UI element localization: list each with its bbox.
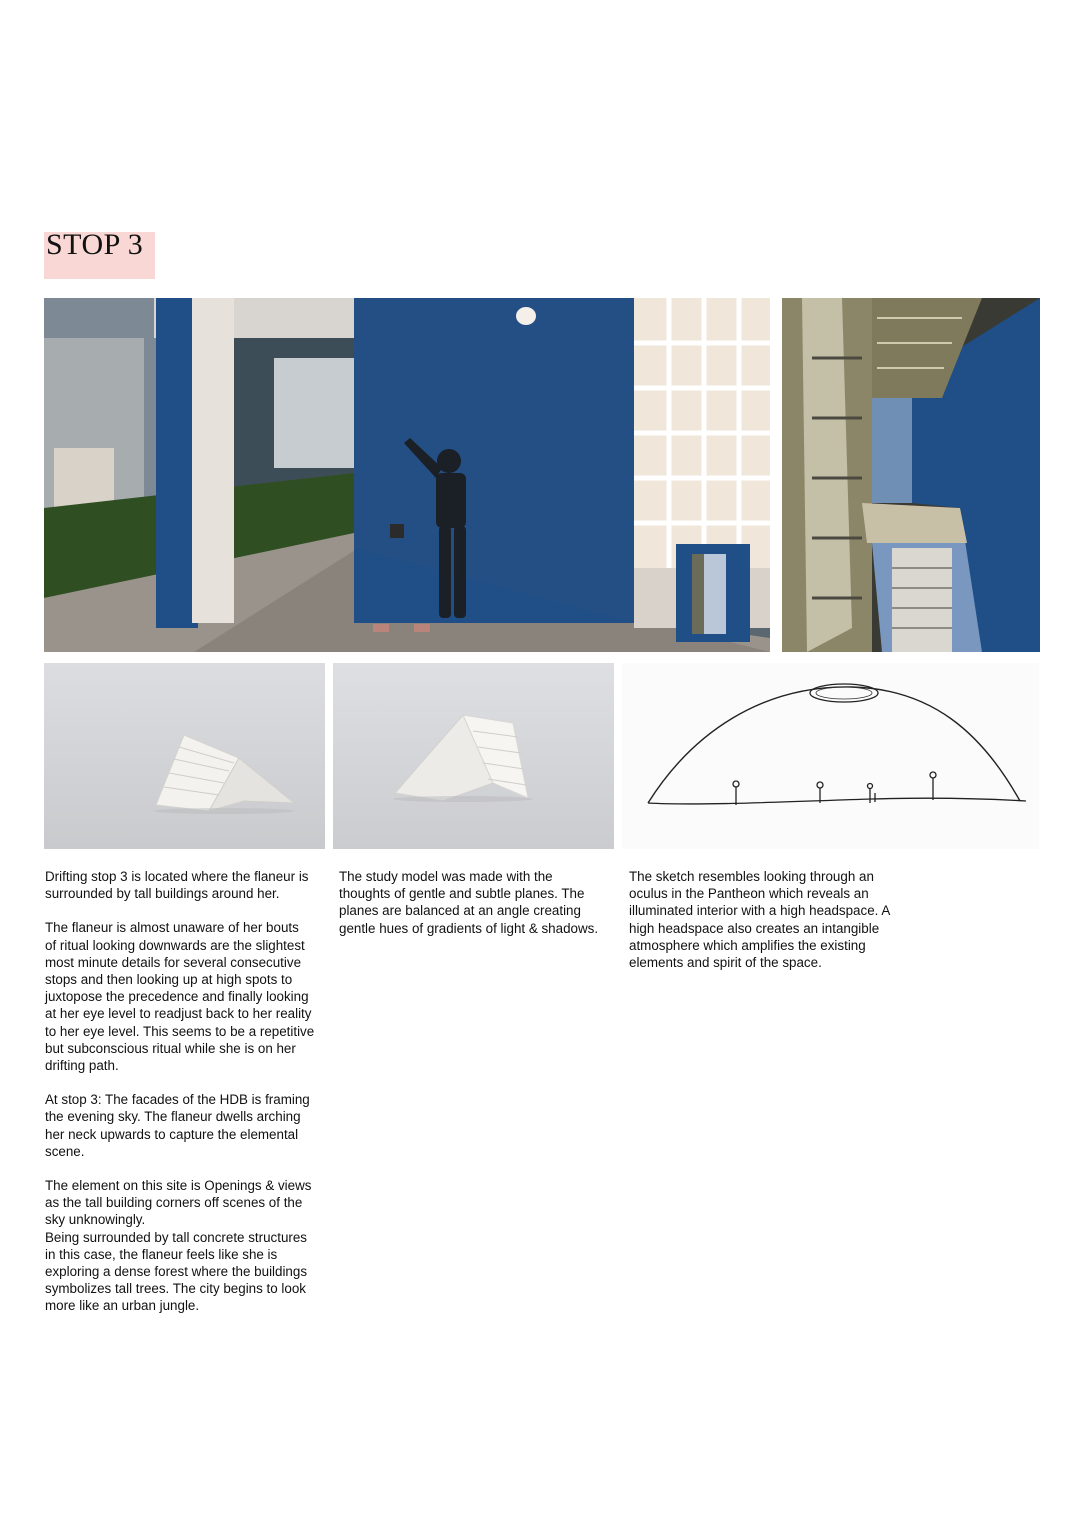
study-model-photo-1 bbox=[44, 663, 325, 849]
left-paragraph-4: The element on this site is Openings & views as the tall building corners off scenes of the sky unknowingly. bbox=[45, 1178, 312, 1228]
text-column-middle bbox=[339, 868, 621, 954]
page-title: STOP 3 bbox=[46, 228, 144, 261]
pantheon-dome-sketch bbox=[622, 663, 1039, 849]
photo-flaneur-under-hdb bbox=[44, 298, 770, 652]
right-paragraph: The sketch resembles looking through an oculus in the Pantheon which reveals an illuminated interior with a high headspace. A high headspace also creates an intangible atmosphere which amplifies the existing elements and spirit of the space. bbox=[629, 869, 891, 971]
middle-paragraph: The study model was made with the thoughts of gentle and subtle planes. The planes are balanced at an angle creating gentle hues of gradients of light & shadows. bbox=[339, 869, 599, 936]
study-model-photo-2 bbox=[333, 663, 614, 849]
text-column-right bbox=[629, 868, 929, 988]
left-paragraph-1: Drifting stop 3 is located where the flaneur is surrounded by tall buildings around her. bbox=[45, 869, 309, 902]
photo-looking-up-sky bbox=[782, 298, 1040, 652]
left-paragraph-3: At stop 3: The facades of the HDB is framing the evening sky. The flaneur dwells arching her neck upwards to capture the elemental scene. bbox=[45, 1092, 310, 1159]
left-paragraph-2: The flaneur is almost unaware of her bouts of ritual looking downwards are the slightest most minute details for several consecutive stops and then looking up at high spots to juxtopose the precedence and finally looking at her eye level to readjust back to her reality to her eye level. This seems to be a repetitive but subconscious ritual while she is on her drifting path. bbox=[45, 920, 315, 1074]
text-column-left bbox=[45, 868, 335, 1315]
left-paragraph-5: Being surrounded by tall concrete structures in this case, the flaneur feels like she is exploring a dense forest where the buildings symbolizes tall trees. The city begins to look more like an urban jungle. bbox=[45, 1229, 308, 1314]
